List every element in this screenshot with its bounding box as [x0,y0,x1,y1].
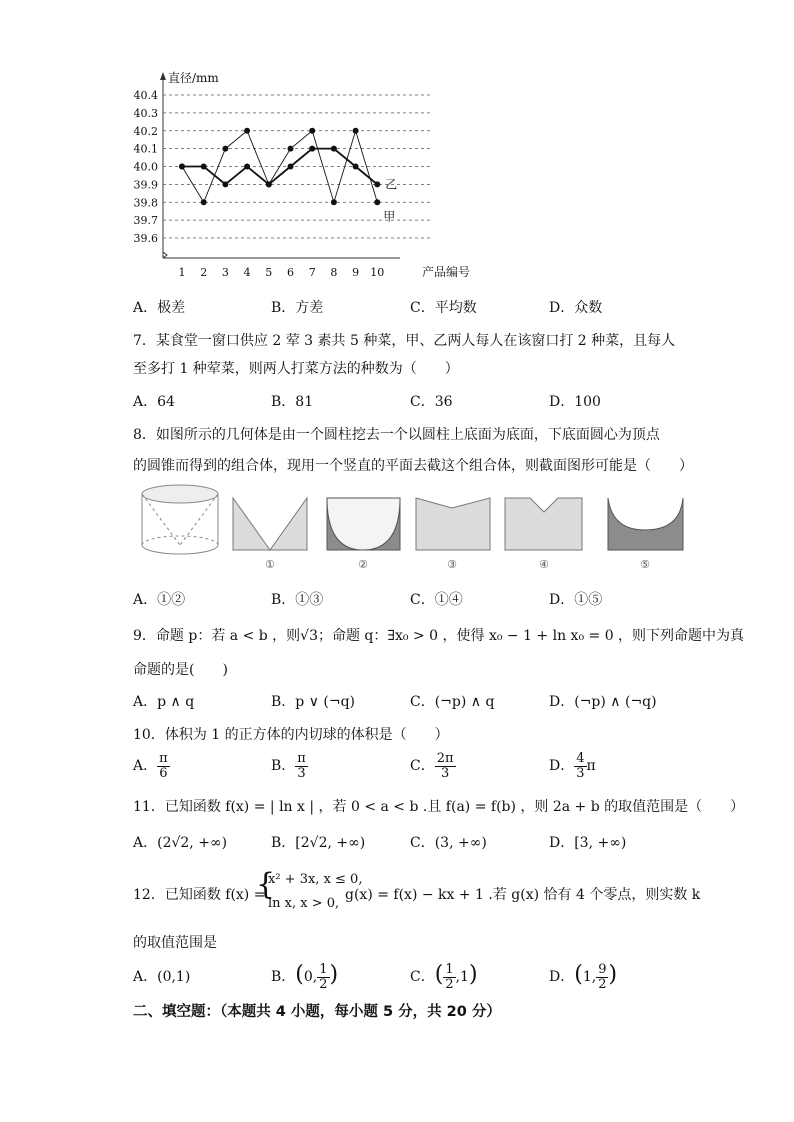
q12-option-b[interactable]: B．(0, $\frac{1}{2}$ ) [271,961,339,992]
x-tick-label: 5 [265,266,273,279]
q8-option-d[interactable]: D．①⑤ [549,592,603,608]
y-tick-label: 40.0 [133,160,158,174]
x-tick-label: 1 [178,266,186,279]
y-axis-label: 直径/mm [168,71,219,85]
data-point [288,164,294,170]
x-tick-label: 10 [370,266,385,279]
figure-label-2: ② [358,558,368,571]
cylinder-cone-figure [142,485,218,554]
data-point [353,164,359,170]
figure-label-3: ③ [447,558,457,571]
q6-option-b[interactable]: B．方差 [271,300,324,316]
x-tick-label: 9 [352,266,360,279]
x-tick-label: 2 [200,266,208,279]
q12-text-line2: 的取值范围是 [133,935,217,951]
q7-option-b[interactable]: B．81 [271,394,314,410]
q12-option-c[interactable]: C．( $\frac{1}{2}$ ,1) [410,961,478,992]
q11-option-d[interactable]: D．[3, +∞) [549,835,627,851]
section-heading: 二、填空题：（本题共 4 小题，每小题 5 分，共 20 分） [133,1004,501,1020]
q9-option-b[interactable]: B．p ∨ (¬q) [271,694,356,710]
y-tick-label: 40.3 [133,106,158,120]
y-tick-label: 40.4 [133,89,158,102]
q12-option-d[interactable]: D．(1, $\frac{9}{2}$ ) [549,961,618,992]
data-point [201,199,207,205]
x-tick-label: 3 [221,266,229,279]
data-point [222,146,228,152]
data-point [309,146,315,152]
q10-option-d[interactable]: D． $\frac{4}{3}$ π [549,751,596,781]
data-point [374,181,380,187]
figure-label-5: ⑤ [640,558,650,571]
q12-case-1: x² + 3x, x ≤ 0, [268,872,363,887]
q11-option-a[interactable]: A．(2√2, +∞) [133,835,228,851]
q7-option-d[interactable]: D．100 [549,394,601,410]
q11-option-b[interactable]: B．[2√2, +∞) [271,835,366,851]
q12-brace: { [256,867,276,902]
data-point [331,199,337,205]
x-tick-label: 6 [287,266,294,279]
q7-option-a[interactable]: A．64 [133,394,175,410]
q10-option-a[interactable]: A． $\frac{\pi}{6}$ [133,751,168,781]
data-point [309,128,315,134]
q10-option-c[interactable]: C． $\frac{2\pi}{3}$ [410,751,454,781]
q8-option-b[interactable]: B．①③ [271,592,324,608]
y-tick-label: 39.8 [133,196,158,210]
q9-text-line1: 9．命题 p：若 a < b ，则√3；命题 q：∃x₀ > 0 ，使得 x₀ − 1 + ln x₀ = 0 ，则下列命题中为真 [133,628,745,644]
q6-option-c[interactable]: C．平均数 [410,300,477,316]
data-point [331,146,337,152]
axis-break [163,252,167,258]
q12-prefix: 12．已知函数 f(x) = [133,887,266,903]
q12-case-2: ln x, x > 0, [268,896,340,911]
q12-option-a[interactable]: A．(0,1) [133,969,191,985]
figure-label-1: ① [265,558,275,571]
q7-option-c[interactable]: C．36 [410,394,453,410]
q10-option-b[interactable]: B． $\frac{\pi}{3}$ [271,751,306,781]
q9-option-c[interactable]: C．(¬p) ∧ q [410,694,495,710]
data-point [179,164,185,170]
data-point [222,181,228,187]
section-shape-1 [233,498,307,550]
y-tick-label: 39.7 [133,214,158,228]
data-point [201,164,207,170]
data-point [244,164,250,170]
figure-label-4: ④ [539,558,549,571]
y-axis-arrow [160,72,166,80]
section-shape-4 [505,498,582,550]
q10-text: 10．体积为 1 的正方体的内切球的体积是（ ） [133,727,449,743]
data-point [353,128,359,134]
y-tick-label: 40.2 [133,124,158,138]
data-point [374,199,380,205]
q6-option-a[interactable]: A．极差 [133,300,186,316]
x-tick-label: 4 [243,266,251,279]
q9-option-d[interactable]: D．(¬p) ∧ (¬q) [549,694,657,710]
q8-option-c[interactable]: C．①④ [410,592,463,608]
series-label-1: 甲 [383,209,396,224]
x-tick-label: 7 [308,266,316,279]
q12-suffix: g(x) = f(x) − kx + 1 .若 g(x) 恰有 4 个零点，则实数 k [345,887,701,903]
q11-option-c[interactable]: C．(3, +∞) [410,835,487,851]
q9-option-a[interactable]: A．p ∧ q [133,694,195,710]
q8-text-line1: 8．如图所示的几何体是由一个圆柱挖去一个以圆柱上底面为底面，下底面圆心为顶点 [133,427,660,443]
q11-text: 11．已知函数 f(x) = | ln x | ，若 0 < a < b .且 f(a) = f(b) ，则 2a + b 的取值范围是（ ） [133,799,745,815]
q9-text-line2: 命题的是( ) [133,662,228,678]
q6-option-d[interactable]: D．众数 [549,300,603,316]
y-tick-label: 40.1 [133,142,158,156]
line-chart [0,0,794,300]
x-tick-label: 8 [330,266,338,279]
q8-figures [0,480,794,575]
q8-text-line2: 的圆锥而得到的组合体，现用一个竖直的平面去截这个组合体，则截面图形可能是（ ） [133,458,693,474]
data-point [288,146,294,152]
q8-option-a[interactable]: A．①② [133,592,186,608]
x-axis-label: 产品编号 [422,265,471,279]
series-label-2: 乙 [385,177,398,192]
section-shape-3 [416,498,490,550]
section-shape-5 [608,498,683,550]
q7-text-line1: 7．某食堂一窗口供应 2 荤 3 素共 5 种菜，甲、乙两人每人在该窗口打 2 种菜，且每人 [133,333,676,349]
y-tick-label: 39.9 [133,178,158,192]
y-tick-label: 39.6 [133,232,158,245]
q7-text-line2: 至多打 1 种荤菜，则两人打菜方法的种数为（ ） [133,361,459,377]
data-point [244,128,250,134]
data-point [266,181,272,187]
